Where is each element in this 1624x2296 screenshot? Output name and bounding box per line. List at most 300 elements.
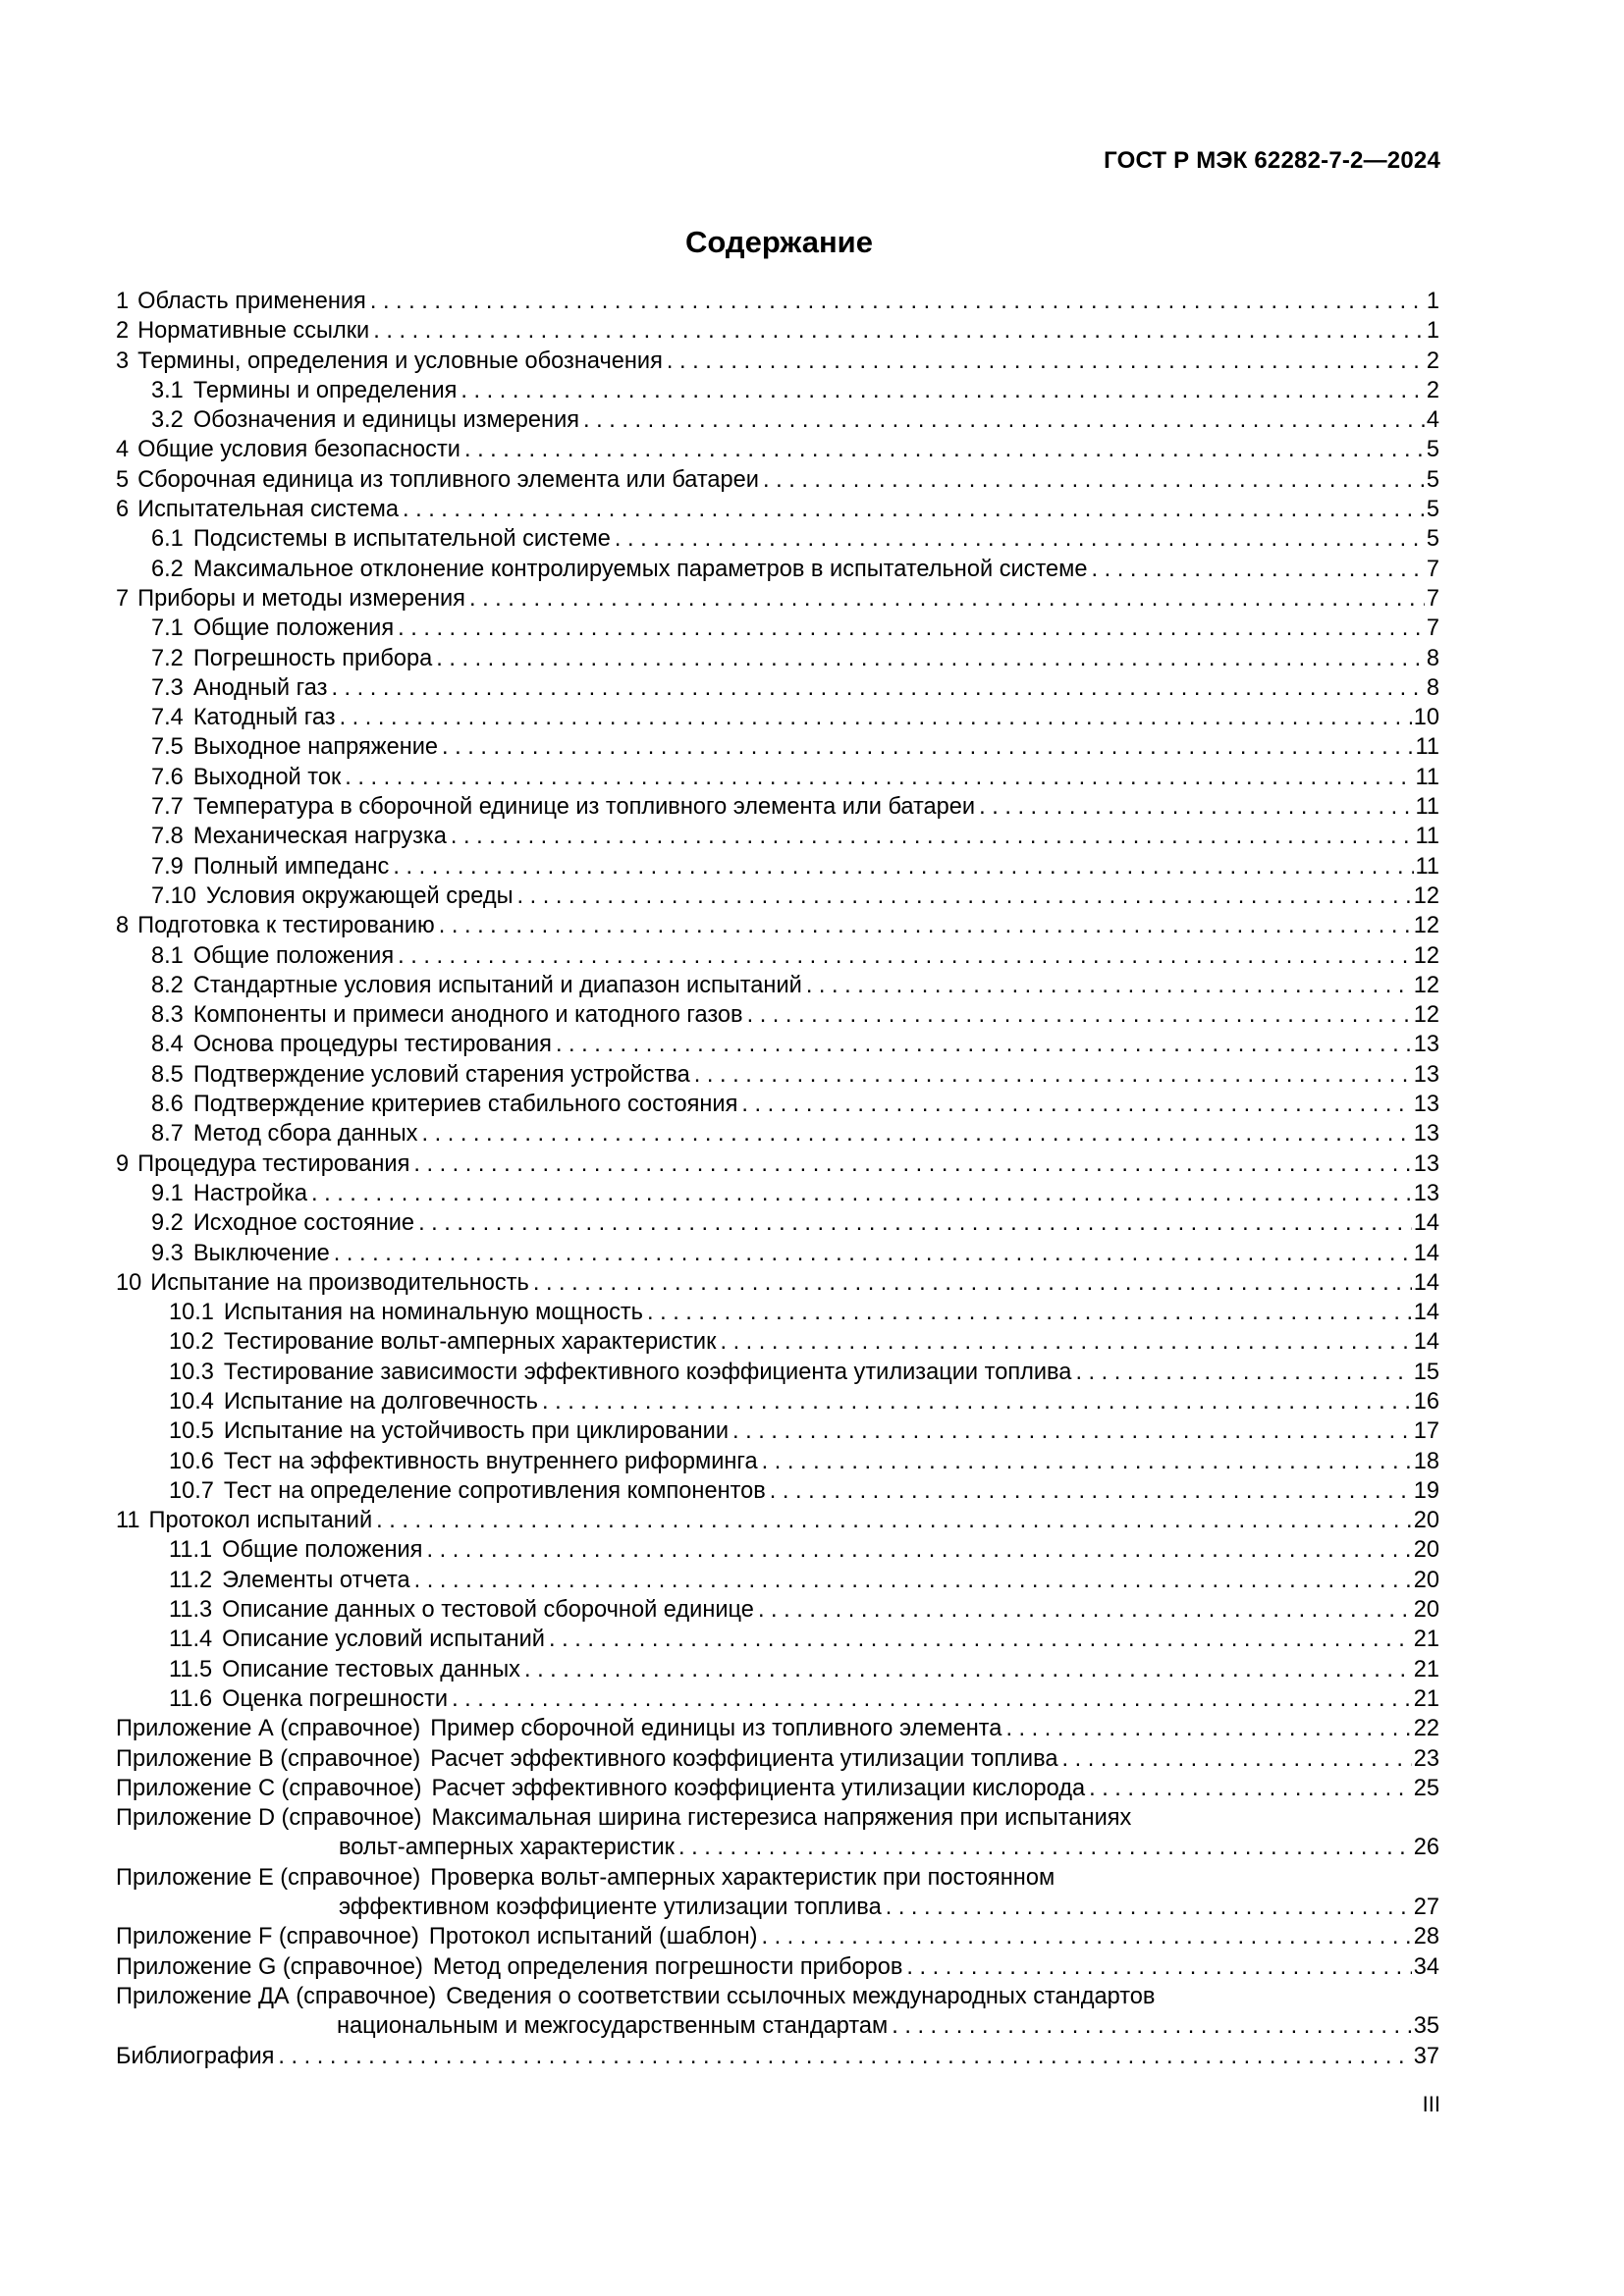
dot-leader <box>747 1000 1412 1030</box>
toc-entry-text: Процедура тестирования <box>137 1150 410 1177</box>
toc-entry-number: 9 <box>116 1150 130 1177</box>
toc-annex-entry[interactable] <box>116 1803 1439 1863</box>
toc-entry-page: 37 <box>1413 2043 1439 2069</box>
toc-entry-page: 14 <box>1413 1210 1439 1237</box>
toc-entry-number: 11.1 <box>169 1537 213 1564</box>
toc-entry-text: Общие положения <box>192 615 395 642</box>
toc-entry-title <box>151 614 394 643</box>
toc-annex-entry[interactable] <box>116 1863 1439 1923</box>
toc-entry-text: Подготовка к тестированию <box>137 913 435 939</box>
dot-leader <box>533 1268 1412 1298</box>
toc-entry-number: 11.3 <box>169 1597 213 1624</box>
annex-title: Пример сборочной единицы из топливного элемента <box>430 1716 1002 1742</box>
dot-leader <box>906 1952 1411 1982</box>
toc-entry-page: 28 <box>1413 1924 1439 1950</box>
toc-entry-text: Сборочная единица из топливного элемента или батареи <box>137 466 759 493</box>
toc-entry-page: 25 <box>1413 1775 1439 1801</box>
dot-leader <box>694 1060 1412 1090</box>
toc-entry-text: Тестирование вольт-амперных характеристик <box>223 1329 717 1356</box>
toc-entry-page: 11 <box>1415 824 1439 850</box>
toc-entry-number: 11.6 <box>169 1685 213 1712</box>
dot-leader <box>421 1119 1411 1148</box>
toc-entry-number: 7.2 <box>151 645 184 671</box>
annex-heading-line <box>116 1982 1439 2011</box>
toc-entry-number: 2 <box>116 318 130 345</box>
toc-entry-text: Термины и определения <box>192 377 458 403</box>
toc-entry-page: 14 <box>1413 1269 1439 1296</box>
toc-entry-page: 15 <box>1413 1359 1439 1385</box>
toc-entry-number: 7.9 <box>151 853 184 880</box>
toc-entry-text: Испытания на номинальную мощность <box>223 1300 643 1326</box>
toc-entry-number: 3 <box>116 347 130 374</box>
toc-entry-page: 12 <box>1413 1002 1439 1029</box>
toc-entry-number: 8.7 <box>151 1121 184 1148</box>
toc-entry-title <box>169 1447 758 1476</box>
toc-entry-page: 11 <box>1415 734 1439 761</box>
dot-leader <box>678 1833 1412 1862</box>
toc-entry-page: 14 <box>1413 1329 1439 1356</box>
dot-leader <box>517 881 1412 911</box>
toc-entry-number: 6.1 <box>151 526 184 553</box>
document-code: ГОСТ Р МЭК 62282-7-2—2024 <box>1104 147 1440 174</box>
toc-entry-title <box>151 763 341 792</box>
toc-entry-title <box>116 911 435 940</box>
annex-heading-line <box>116 1803 1439 1833</box>
toc-entry-title <box>151 376 457 405</box>
toc-entry-title <box>151 881 514 911</box>
toc-entry-number: 7.10 <box>151 882 196 909</box>
dot-leader <box>886 1893 1412 1922</box>
dot-leader <box>278 2042 1411 2071</box>
toc-entry-text: Метод сбора данных <box>192 1121 418 1148</box>
dot-leader <box>413 1149 1411 1179</box>
dot-leader <box>393 852 1413 881</box>
toc-entry[interactable] <box>116 732 1439 762</box>
toc-entry-page: 5 <box>1426 526 1439 553</box>
dot-leader <box>732 1416 1412 1446</box>
toc-entry-page: 12 <box>1413 882 1439 909</box>
toc-entry[interactable] <box>116 1566 1439 1595</box>
toc-entry-title <box>151 732 438 762</box>
annex-label: Приложение ДА (справочное) <box>116 1983 437 2009</box>
toc-entry[interactable] <box>116 1239 1439 1268</box>
toc-entry-title <box>116 347 663 376</box>
toc-entry-number: 10.2 <box>169 1329 214 1356</box>
toc-entry-title <box>116 465 759 495</box>
toc-entry[interactable] <box>116 911 1439 940</box>
toc-entry-page: 13 <box>1413 1150 1439 1177</box>
table-of-contents <box>116 287 1439 2071</box>
toc-entry-page: 27 <box>1413 1895 1439 1921</box>
dot-leader <box>1005 1714 1411 1743</box>
toc-entry-text: Обозначения и единицы измерения <box>192 407 580 434</box>
toc-entry-title <box>151 1179 307 1208</box>
toc-entry-number: 11.2 <box>169 1567 213 1593</box>
toc-entry[interactable] <box>116 1208 1439 1238</box>
toc-entry-title <box>151 971 802 1000</box>
toc-entry-number: 7.3 <box>151 674 184 701</box>
toc-entry[interactable] <box>116 495 1439 524</box>
toc-entry-number: 7.5 <box>151 734 184 761</box>
toc-entry[interactable] <box>116 644 1439 673</box>
toc-entry-title <box>151 644 432 673</box>
toc-entry-title <box>169 1416 729 1446</box>
annex-label: Приложение В (справочное) <box>116 1745 421 1772</box>
toc-entry-number: 7.4 <box>151 705 184 731</box>
toc-entry[interactable] <box>116 1000 1439 1030</box>
toc-entry-title <box>116 584 465 614</box>
toc-entry-page: 8 <box>1426 645 1439 671</box>
toc-entry-title <box>116 435 460 464</box>
toc-entry-text: Подтверждение условий старения устройства <box>192 1061 690 1088</box>
toc-entry-title <box>116 1774 1085 1803</box>
dot-leader <box>647 1298 1412 1327</box>
dot-leader <box>403 495 1425 524</box>
toc-entry[interactable] <box>116 1030 1439 1059</box>
toc-entry-title <box>151 852 389 881</box>
dot-leader <box>426 1535 1411 1565</box>
dot-leader <box>311 1179 1412 1208</box>
toc-entry-page: 12 <box>1413 913 1439 939</box>
dot-leader <box>1089 1774 1412 1803</box>
toc-entry-text: Компоненты и примеси анодного и катодного газов <box>192 1002 743 1029</box>
toc-entry[interactable] <box>116 1149 1439 1179</box>
toc-entry-title <box>169 1655 520 1684</box>
toc-entry-page: 7 <box>1426 585 1439 612</box>
toc-entry-number: 8.6 <box>151 1092 184 1118</box>
annex-label: Приложение G (справочное) <box>116 1953 423 1980</box>
toc-entry-number: 7.1 <box>151 615 184 642</box>
toc-entry-title <box>151 792 975 822</box>
toc-entry-title <box>116 1714 1001 1743</box>
dot-leader <box>720 1327 1411 1357</box>
toc-entry-number: 7.7 <box>151 794 184 821</box>
toc-entry[interactable] <box>116 287 1439 316</box>
toc-entry-page: 20 <box>1413 1567 1439 1593</box>
toc-entry-number: 8.1 <box>151 942 184 969</box>
annex-title: Проверка вольт-амперных характеристик при постоянном <box>430 1864 1056 1891</box>
annex-title: Расчет эффективного коэффициента утилизации кислорода <box>431 1775 1086 1801</box>
toc-entry-text: Испытание на устойчивость при циклировании <box>223 1418 730 1445</box>
toc-entry[interactable] <box>116 524 1439 554</box>
toc-entry[interactable] <box>116 1595 1439 1625</box>
toc-entry[interactable] <box>116 1506 1439 1535</box>
toc-entry-page: 12 <box>1413 972 1439 998</box>
annex-label: Приложение F (справочное) <box>116 1924 419 1950</box>
annex-heading-line <box>116 1863 1439 1893</box>
toc-entry-page: 13 <box>1413 1061 1439 1088</box>
toc-entry-text: Исходное состояние <box>192 1210 415 1237</box>
dot-leader <box>542 1387 1412 1416</box>
toc-entry[interactable] <box>116 1684 1439 1714</box>
toc-entry-page: 14 <box>1413 1240 1439 1266</box>
toc-entry[interactable] <box>116 1476 1439 1506</box>
dot-leader <box>331 673 1424 703</box>
toc-entry-page: 11 <box>1415 794 1439 821</box>
toc-entry-page: 7 <box>1426 556 1439 582</box>
annex-title-continuation: эффективном коэффициенте утилизации топлива <box>339 1895 882 1921</box>
dot-leader <box>398 941 1412 971</box>
toc-entry[interactable] <box>116 614 1439 643</box>
toc-entry-text: Протокол испытаний <box>148 1508 373 1534</box>
toc-entry-title <box>151 1000 743 1030</box>
toc-entry-text: Испытательная система <box>137 497 399 523</box>
toc-entry-page: 13 <box>1413 1121 1439 1148</box>
toc-entry-text: Стандартные условия испытаний и диапазон испытаний <box>192 972 802 998</box>
toc-entry-text: Основа процедуры тестирования <box>192 1032 552 1058</box>
toc-entry[interactable] <box>116 1327 1439 1357</box>
dot-leader <box>452 1684 1412 1714</box>
toc-entry[interactable] <box>116 971 1439 1000</box>
toc-entry-text: Тест на определение сопротивления компонентов <box>223 1477 766 1504</box>
toc-entry-text: Область применения <box>137 289 366 314</box>
toc-entry[interactable] <box>116 584 1439 614</box>
dot-leader <box>892 2011 1412 2041</box>
toc-entry[interactable] <box>116 1535 1439 1565</box>
toc-entry-title <box>169 1535 422 1565</box>
dot-leader <box>979 792 1413 822</box>
toc-entry[interactable] <box>116 1387 1439 1416</box>
toc-annex-entry[interactable] <box>116 1982 1439 2042</box>
toc-entry-number: 6 <box>116 497 130 523</box>
dot-leader <box>1075 1358 1411 1387</box>
toc-entry[interactable] <box>116 405 1439 435</box>
toc-entry-number: 9.1 <box>151 1180 184 1206</box>
toc-entry-text: Описание данных о тестовой сборочной единице <box>222 1597 754 1624</box>
toc-entry[interactable] <box>116 316 1439 346</box>
toc-entry-page: 4 <box>1426 407 1439 434</box>
toc-annex-entry[interactable] <box>116 1952 1439 1982</box>
toc-entry-title <box>116 1922 757 1951</box>
toc-entry-title <box>151 822 447 851</box>
annex-label: Приложение D (справочное) <box>116 1805 422 1832</box>
toc-entry-title <box>151 941 394 971</box>
toc-entry-title <box>151 405 579 435</box>
toc-entry-number: 5 <box>116 466 130 493</box>
dot-leader <box>376 1506 1412 1535</box>
dot-leader <box>1091 555 1424 584</box>
toc-entry-title <box>169 1476 766 1506</box>
toc-entry[interactable] <box>116 376 1439 405</box>
toc-entry-text: Общие положения <box>192 942 395 969</box>
toc-entry-title <box>151 1090 737 1119</box>
toc-annex-entry[interactable] <box>116 2042 1439 2071</box>
toc-entry-page: 34 <box>1413 1953 1439 1980</box>
toc-entry-number: 4 <box>116 437 130 463</box>
toc-entry-text: Оценка погрешности <box>222 1685 449 1712</box>
toc-entry-number: 10.5 <box>169 1418 214 1445</box>
toc-entry-number: 8.4 <box>151 1032 184 1058</box>
dot-leader <box>370 287 1425 316</box>
toc-entry-number: 10.4 <box>169 1388 214 1415</box>
toc-entry-title <box>116 1268 529 1298</box>
toc-entry-number: 9.2 <box>151 1210 184 1237</box>
toc-entry-page: 23 <box>1413 1745 1439 1772</box>
toc-entry-title <box>151 703 336 732</box>
toc-entry[interactable] <box>116 1655 1439 1684</box>
annex-label: Приложение А (справочное) <box>116 1716 421 1742</box>
toc-entry-number: 10.7 <box>169 1477 214 1504</box>
toc-entry-title <box>116 495 399 524</box>
toc-entry-text: Тест на эффективность внутреннего риформинга <box>223 1448 758 1474</box>
toc-entry-number: 3.2 <box>151 407 184 434</box>
dot-leader <box>762 1447 1412 1476</box>
dot-leader <box>345 763 1413 792</box>
annex-label: Библиография <box>116 2043 275 2069</box>
toc-entry-number: 11.5 <box>169 1656 213 1682</box>
toc-entry[interactable] <box>116 1447 1439 1476</box>
toc-entry-title <box>151 1060 690 1090</box>
toc-entry-text: Элементы отчета <box>222 1567 410 1593</box>
toc-entry-title <box>169 1387 538 1416</box>
toc-entry-text: Выключение <box>192 1240 330 1266</box>
toc-entry-page: 21 <box>1413 1685 1439 1712</box>
dot-leader <box>340 703 1412 732</box>
toc-entry-number: 7.8 <box>151 824 184 850</box>
toc-entry-text: Анодный газ <box>192 674 328 701</box>
toc-entry[interactable] <box>116 555 1439 584</box>
toc-entry[interactable] <box>116 941 1439 971</box>
toc-entry-number: 7 <box>116 585 130 612</box>
toc-entry-number: 10 <box>116 1269 142 1296</box>
toc-entry-number: 8.5 <box>151 1061 184 1088</box>
toc-entry-page: 5 <box>1426 466 1439 493</box>
toc-entry[interactable] <box>116 1090 1439 1119</box>
toc-entry-title <box>151 1119 417 1148</box>
toc-annex-entry[interactable] <box>116 1922 1439 1951</box>
annex-continuation-line <box>116 1833 1439 1862</box>
toc-entry[interactable] <box>116 673 1439 703</box>
dot-leader <box>414 1566 1412 1595</box>
toc-entry[interactable] <box>116 1625 1439 1654</box>
dot-leader <box>334 1239 1412 1268</box>
toc-entry[interactable] <box>116 1268 1439 1298</box>
toc-entry-page: 26 <box>1413 1835 1439 1861</box>
toc-entry-text: Катодный газ <box>192 705 336 731</box>
dot-leader <box>436 644 1425 673</box>
annex-title: Сведения о соответствии ссылочных международных стандартов <box>446 1983 1156 2009</box>
dot-leader <box>770 1476 1412 1506</box>
toc-entry-title <box>116 1952 902 1982</box>
toc-entry-page: 18 <box>1413 1448 1439 1474</box>
toc-entry-page: 20 <box>1413 1537 1439 1564</box>
toc-entry-page: 13 <box>1413 1180 1439 1206</box>
toc-entry-title <box>151 1030 552 1059</box>
toc-entry-number: 11 <box>116 1508 140 1534</box>
dot-leader <box>451 822 1414 851</box>
toc-entry-number: 3.1 <box>151 377 184 403</box>
toc-entry-page: 5 <box>1426 437 1439 463</box>
toc-entry-page: 20 <box>1413 1508 1439 1534</box>
toc-entry[interactable] <box>116 1298 1439 1327</box>
toc-entry-page: 11 <box>1415 764 1439 790</box>
toc-annex-entry[interactable] <box>116 1774 1439 1803</box>
toc-entry-text: Нормативные ссылки <box>137 318 370 345</box>
toc-entry-page: 17 <box>1413 1418 1439 1445</box>
toc-annex-entry[interactable] <box>116 1744 1439 1774</box>
toc-entry[interactable] <box>116 465 1439 495</box>
toc-entry-text: Выходной ток <box>192 764 342 790</box>
dot-leader <box>667 347 1425 376</box>
toc-entry-page: 5 <box>1426 497 1439 523</box>
annex-continuation-line <box>116 1893 1439 1922</box>
annex-label: Приложение С (справочное) <box>116 1775 422 1801</box>
dot-leader <box>549 1625 1412 1654</box>
toc-entry-title <box>116 2042 274 2071</box>
toc-entry-title <box>169 1358 1071 1387</box>
toc-entry-title <box>169 1595 754 1625</box>
toc-entry-text: Описание тестовых данных <box>222 1656 520 1682</box>
dot-leader <box>741 1090 1411 1119</box>
toc-entry-title <box>169 1684 448 1714</box>
dot-leader <box>761 1922 1411 1951</box>
toc-entry[interactable] <box>116 1358 1439 1387</box>
toc-entry-text: Выходное напряжение <box>192 734 439 761</box>
annex-title-continuation: вольт-амперных характеристик <box>339 1835 676 1861</box>
toc-entry-title <box>116 287 366 316</box>
toc-entry-title <box>169 1327 716 1357</box>
dot-leader <box>806 971 1412 1000</box>
toc-entry[interactable] <box>116 792 1439 822</box>
toc-entry-text: Настройка <box>192 1180 307 1206</box>
toc-entry-text: Механическая нагрузка <box>192 824 447 850</box>
toc-entry-text: Условия окружающей среды <box>205 882 514 909</box>
toc-entry-page: 11 <box>1415 853 1439 880</box>
toc-entry[interactable] <box>116 435 1439 464</box>
dot-leader <box>758 1595 1412 1625</box>
toc-entry-page: 13 <box>1413 1032 1439 1058</box>
toc-entry[interactable] <box>116 1119 1439 1148</box>
toc-annex-entry[interactable] <box>116 1714 1439 1743</box>
toc-entry[interactable] <box>116 822 1439 851</box>
toc-entry-page: 20 <box>1413 1597 1439 1624</box>
toc-entry-text: Приборы и методы измерения <box>137 585 465 612</box>
dot-leader <box>373 316 1425 346</box>
toc-entry[interactable] <box>116 852 1439 881</box>
dot-leader <box>615 524 1425 554</box>
toc-entry-title <box>116 316 369 346</box>
toc-entry[interactable] <box>116 1179 1439 1208</box>
toc-entry-page: 8 <box>1426 674 1439 701</box>
toc-entry-text: Полный импеданс <box>192 853 390 880</box>
toc-entry[interactable] <box>116 347 1439 376</box>
toc-entry-page: 21 <box>1413 1656 1439 1682</box>
toc-entry[interactable] <box>116 1060 1439 1090</box>
toc-entry[interactable] <box>116 881 1439 911</box>
dot-leader <box>460 376 1424 405</box>
toc-entry[interactable] <box>116 1416 1439 1446</box>
toc-entry-number: 1 <box>116 289 130 314</box>
toc-entry-page: 1 <box>1426 318 1439 345</box>
toc-entry-text: Тестирование зависимости эффективного коэффициента утилизации топлива <box>223 1359 1072 1385</box>
dot-leader <box>442 732 1413 762</box>
toc-entry-title <box>169 1625 545 1654</box>
dot-leader <box>763 465 1425 495</box>
toc-entry-number: 10.6 <box>169 1448 214 1474</box>
toc-entry-number: 9.3 <box>151 1240 184 1266</box>
toc-entry-page: 7 <box>1426 615 1439 642</box>
toc-entry-title <box>169 1566 410 1595</box>
toc-entry-number: 7.6 <box>151 764 184 790</box>
toc-entry-text: Подсистемы в испытательной системе <box>192 526 611 553</box>
toc-entry-title <box>116 1744 1058 1774</box>
annex-title: Максимальная ширина гистерезиса напряжения при испытаниях <box>431 1805 1132 1832</box>
toc-entry-number: 10.3 <box>169 1359 214 1385</box>
toc-entry-title <box>151 524 611 554</box>
toc-entry[interactable] <box>116 763 1439 792</box>
toc-entry[interactable] <box>116 703 1439 732</box>
annex-title: Расчет эффективного коэффициента утилизации топлива <box>430 1745 1058 1772</box>
